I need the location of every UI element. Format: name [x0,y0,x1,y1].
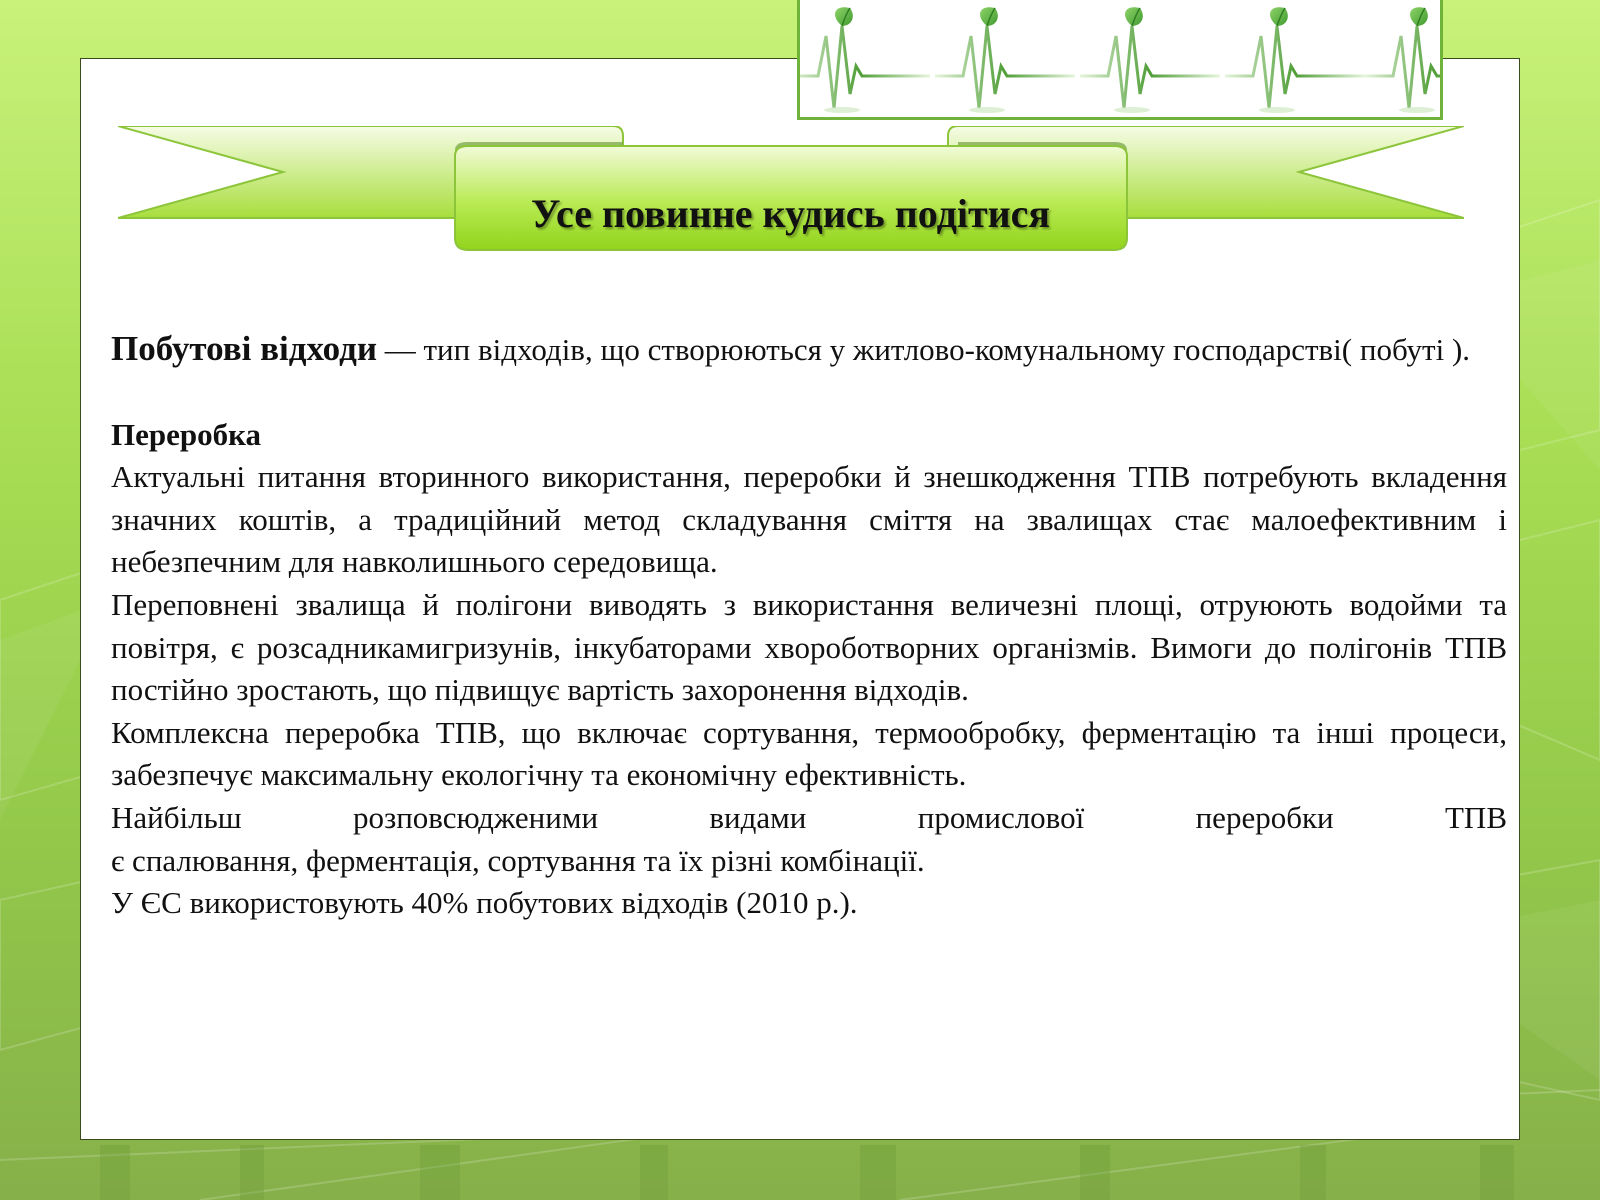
spacer [111,372,1507,414]
definition-term: Побутові відходи [111,329,377,368]
paragraph-3: Комплексна переробка ТПВ, що включає сортування, термообробку, ферментацію та інші процеси, забезпечує максимальну екологічну та економічну ефективність. [111,714,1507,793]
section-heading: Переробка [111,416,262,452]
slide-title: Усе повинне кудись подітися [530,191,1051,236]
paragraph-4-line-1: Найбільш розповсюдженими видами промислової переробки ТПВ [111,799,1507,835]
paragraph-5: У ЄС використовують 40% побутових відходів (2010 р.). [111,885,858,921]
paragraph-1: Актуальні питання вторинного використання, переробки й знешкодження ТПВ потребують вкладення значних коштів, а традиційний метод складування сміття на звалищах стає малоефективним і небезпечним для навколишнього середовища. [111,459,1507,580]
logo-box [797,0,1443,120]
sprout-heartbeat-icon [800,0,1440,117]
definition-text: — тип відходів, що створюються у житлово-комунальному господарстві( побуті ). [377,332,1471,367]
paragraph-2: Переповнені звалища й полігони виводять з використання величезні площі, отруюють водойми та повітря, є розсадникамигризунів, інкубаторами хвороботворних організмів. Вимоги до полігонів ТПВ постійно зростають, що підвищує вартість захоронення відходів. [111,586,1507,708]
paragraph-4-line-2: є спалювання, ферментація, сортування та їх різні комбінації. [111,842,925,878]
definition-paragraph [111,328,1507,372]
slide-content [111,328,1507,925]
